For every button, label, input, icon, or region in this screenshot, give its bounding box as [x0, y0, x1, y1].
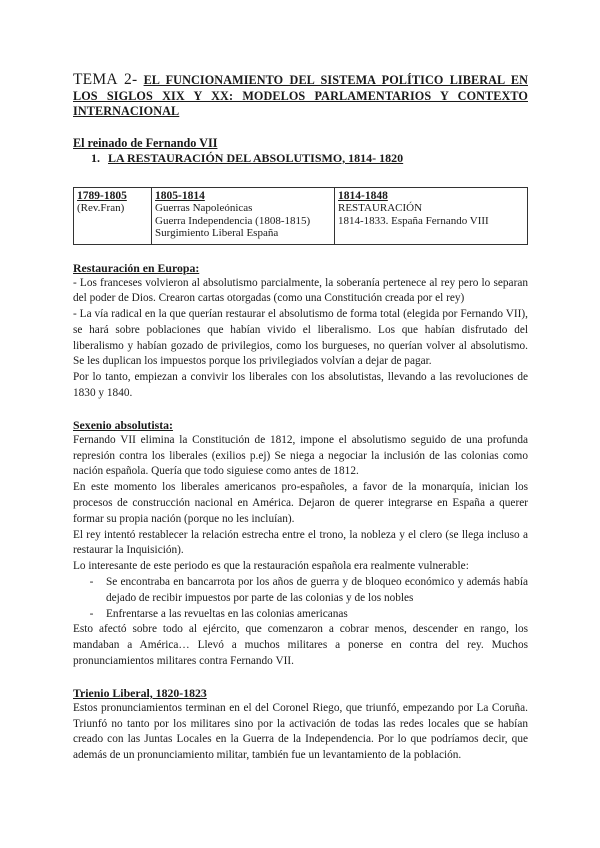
list-item-text: Enfrentarse a las revueltas en las colonias americanas — [106, 607, 348, 620]
timeline-line: 1814-1833. España Fernando VIII — [338, 214, 489, 227]
paragraph: En este momento los liberales americanos pro-españoles, a favor de la monarquía, inician los procesos de construcción nacional en América. Dejaron de querer integrarse en España a querer formar su propia nación (porque no les incluían). — [73, 481, 528, 525]
paragraph: - La vía radical en la que querían restaurar el absolutismo de forma total (elegida por Fernando VII), se hará sobre poblaciones que habían vivido el liberalismo. Los que habían disfrutado del liberalismo y habían gozado de privilegios, como los burgueses, no querían volver al absolutismo. Se les duplican los impuestos porque los privilegiados volvían a dejar de pagar. — [73, 308, 528, 368]
timeline-years: 1805-1814 — [155, 189, 205, 202]
document-title — [73, 72, 528, 120]
heading-text: LA RESTAURACIÓN DEL ABSOLUTISMO, 1814- 1820 — [108, 150, 404, 165]
timeline-cell — [335, 187, 528, 244]
paragraph: - Los franceses volvieron al absolutismo parcialmente, la soberanía pertenece al rey pero lo separan del poder de Dios. Crearon cartas otorgadas (como una Constitución creada por el rey) — [73, 276, 528, 305]
section-heading-restauracion: Restauración en Europa: — [73, 260, 200, 275]
timeline-table — [73, 187, 528, 245]
title-text: EL FUNCIONAMIENTO DEL SISTEMA POLÍTICO LIBERAL EN LOS SIGLOS XIX Y XX: MODELOS PARLAMENTARIOS Y CONTEXTO INTERNACIONAL — [73, 73, 528, 118]
timeline-cell — [74, 187, 152, 244]
paragraph: El rey intentó restablecer la relación estrecha entre el trono, la nobleza y el clero (se llega incluso a restaurar la Inquisición). — [73, 528, 528, 557]
bullet-list — [73, 575, 528, 622]
timeline-line: (Rev.Fran) — [77, 202, 125, 214]
list-item — [73, 607, 528, 623]
section-heading-sexenio: Sexenio absolutista: — [73, 417, 173, 432]
list-item — [73, 575, 528, 607]
list-item-text: Se encontraba en bancarrota por los años de guerra y de bloqueo económico y además había dejado de recibir impuestos por parte de las colonias y de los nobles — [106, 576, 528, 604]
section-heading-trienio: Trienio Liberal, 1820-1823 — [73, 685, 207, 700]
heading-number: 1. — [91, 150, 100, 165]
timeline-line: Guerra Independencia (1808-1815) — [155, 214, 311, 227]
paragraph: Fernando VII elimina la Constitución de 1812, impone el absolutismo seguido de una profunda represión contra los liberales (exilios p.ej) Se niega a negociar la inclusión de las colonias como nación española. Quería que todo siguiese como antes de 1812. — [73, 433, 528, 478]
paragraph: Por lo tanto, empiezan a convivir los liberales con los absolutistas, llevando a las revoluciones de 1830 y 1840. — [73, 371, 528, 400]
paragraph: Lo interesante de este periodo es que la restauración española era realmente vulnerable: — [73, 560, 469, 573]
timeline-line: Surgimiento Liberal España — [155, 227, 279, 239]
timeline-line: RESTAURACIÓN — [338, 202, 423, 214]
timeline-line: Guerras Napoleónicas — [155, 202, 253, 214]
timeline-cell — [152, 187, 335, 244]
timeline-years: 1789-1805 — [77, 189, 127, 202]
paragraph: Estos pronunciamientos terminan en el del Coronel Riego, que triunfó, empezando por La Coruña. Triunfó no tanto por los militares sino por la activación de todas las redes locales que se habían creado con las Juntas Locales en la Guerra de la Independencia. Por lo que podríamos decir, que además de un pronunciamiento militar, también fue un levantamiento de la población. — [73, 701, 528, 762]
bullet-dash: - — [89, 576, 94, 589]
bullet-dash: - — [89, 607, 94, 620]
numbered-heading — [73, 151, 528, 166]
timeline-years: 1814-1848 — [338, 189, 388, 202]
section-heading-reinado: El reinado de Fernando VII — [73, 135, 218, 150]
paragraph: Esto afectó sobre todo al ejército, que comenzaron a cobrar menos, descender en rango, los mandaban a América… Llevó a muchos militares a ponerse en contra del rey. Muchos pronunciamientos militares contra Fernando VII. — [73, 623, 528, 668]
title-lead: TEMA 2- — [73, 71, 138, 88]
document-page — [73, 72, 528, 764]
